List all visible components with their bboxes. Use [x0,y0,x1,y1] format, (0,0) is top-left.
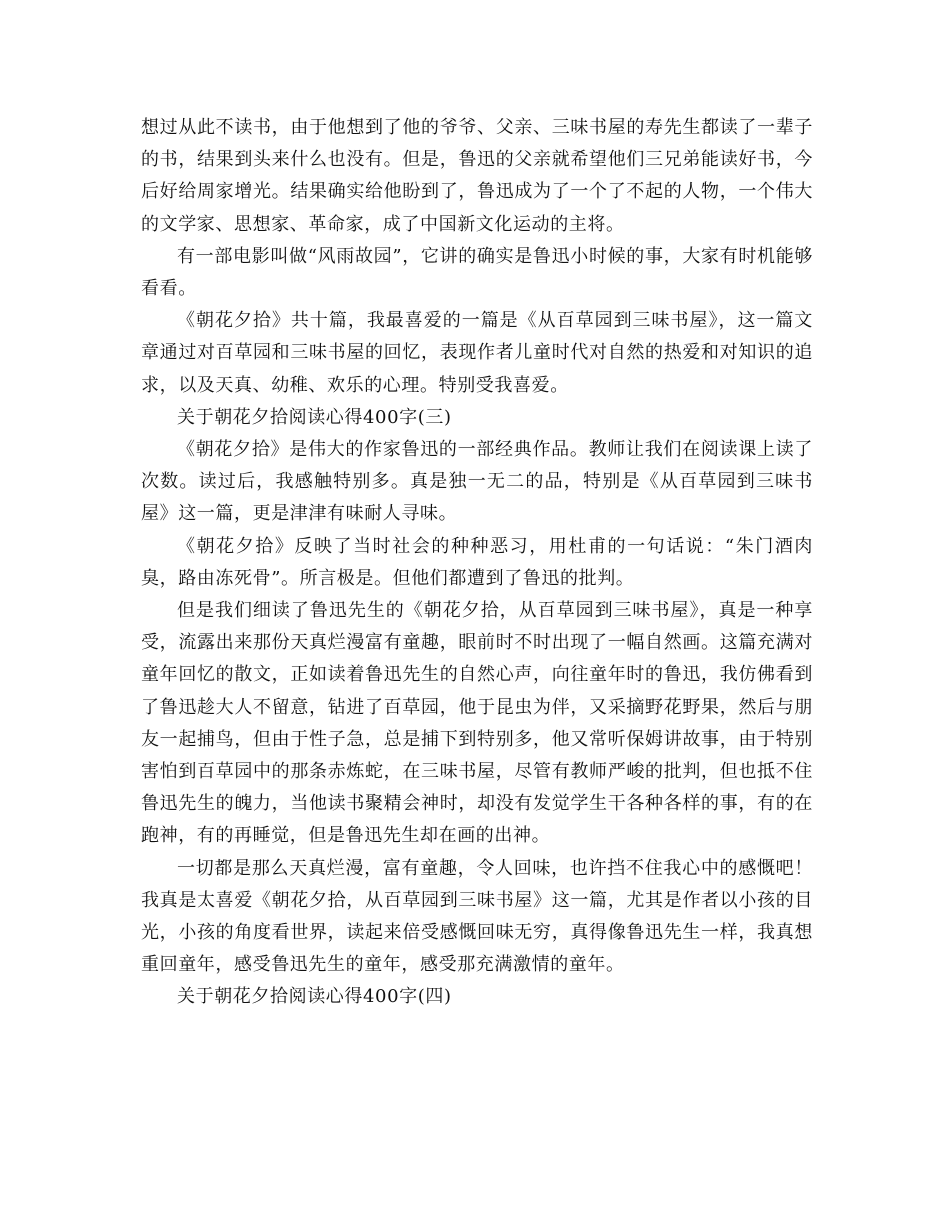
paragraph-close-reading: 但是我们细读了鲁迅先生的《朝花夕拾，从百草园到三味书屋》，真是一种享受，流露出来那份天真烂漫富有童趣，眼前时不时出现了一幅自然画。这篇充满对童年回忆的散文，正如读着鲁迅先生的自然心声，向往童年时的鲁迅，我仿佛看到了鲁迅趁大人不留意，钻进了百草园，他于昆虫为伴，又采摘野花野果，然后与朋友一起捕鸟，但由于性子急，总是捕下到特别多，他又常听保姆讲故事，由于特别害怕到百草园中的那条赤炼蛇，在三味书屋，尽管有教师严峻的批判，但也抵不住鲁迅先生的魄力，当他读书聚精会神时，却没有发觉学生干各种各样的事，有的在跑神，有的再睡觉，但是鲁迅先生却在画的出神。 [141,600,813,847]
paragraph-reflection: 一切都是那么天真烂漫，富有童趣，令人回味，也许挡不住我心中的感慨吧！我真是太喜爱《朝花夕拾，从百草园到三味书屋》这一篇，尤其是作者以小孩的目光，小孩的角度看世界，读起来倍受感慨回味无穷，真得像鲁迅先生一样，我真想重回童年，感受鲁迅先生的童年，感受那充满激情的童年。 [141,857,813,976]
paragraph-classic-work: 《朝花夕拾》是伟大的作家鲁迅的一部经典作品。教师让我们在阅读课上读了次数。读过后，我感触特别多。真是独一无二的品，特别是《从百草园到三味书屋》这一篇，更是津津有味耐人寻味。 [141,439,813,525]
paragraph-favorite-chapter: 《朝花夕拾》共十篇，我最喜爱的一篇是《从百草园到三味书屋》，这一篇文章通过对百草园和三味书屋的回忆，表现作者儿童时代对自然的热爱和对知识的追求，以及天真、幼稚、欢乐的心理。特别受我喜爱。 [141,310,813,396]
section-heading-4: 关于朝花夕拾阅读心得400字(四) [177,986,452,1008]
paragraph-film-mention: 有一部电影叫做“风雨故园”，它讲的确实是鲁迅小时候的事，大家有时机能够看看。 [141,245,813,300]
section-heading-3: 关于朝花夕拾阅读心得400字(三) [177,406,452,428]
document-page [141,112,813,1014]
paragraph-social-criticism: 《朝花夕拾》反映了当时社会的种种恶习，用杜甫的一句话说：“朱门酒肉臭，路由冻死骨”。所言极是。但他们都遭到了鲁迅的批判。 [141,535,813,589]
paragraph-continuation: 想过从此不读书，由于他想到了他的爷爷、父亲、三味书屋的寿先生都读了一辈子的书，结果到头来什么也没有。但是，鲁迅的父亲就希望他们三兄弟能读好书，今后好给周家增光。结果确实给他盼到了，鲁迅成为了一个了不起的人物，一个伟大的文学家、思想家、革命家，成了中国新文化运动的主将。 [141,117,813,235]
